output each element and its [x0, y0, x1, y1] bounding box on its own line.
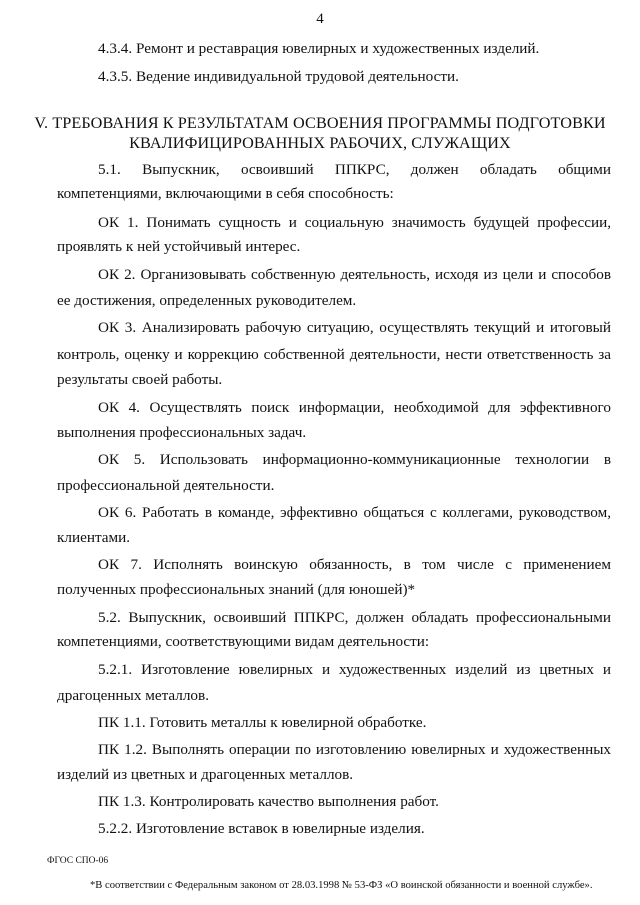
para-5-2-line1: 5.2. Выпускник, освоивший ППКРС, должен обладать профессиональными [98, 609, 611, 626]
para-5-1-line1: 5.1. Выпускник, освоивший ППКРС, должен обладать общими [98, 161, 611, 178]
pk1-1: ПК 1.1. Готовить металлы к ювелирной обработке. [98, 714, 427, 731]
ok4-line1: ОК 4. Осуществлять поиск информации, необходимой для эффективного [98, 399, 611, 416]
ok7-line2: полученных профессиональных знаний (для юношей)* [57, 581, 416, 598]
para-5-2-line2: компетенциями, соответствующими видам деятельности: [57, 633, 430, 650]
item-4-3-4: 4.3.4. Ремонт и реставрация ювелирных и художественных изделий. [98, 40, 540, 57]
ok3-line3: результаты своей работы. [57, 371, 223, 388]
document-code: ФГОС СПО-06 [47, 856, 109, 866]
ok4-line2: выполнения профессиональных задач. [57, 424, 307, 441]
ok6-line2: клиентами. [57, 529, 131, 546]
ok2-line2: ее достижения, определенных руководителем. [57, 292, 357, 309]
para-5-1-line2: компетенциями, включающими в себя способность: [57, 185, 394, 202]
pk1-2-line2: изделий из цветных и драгоценных металлов. [57, 766, 354, 783]
ok1-line1: ОК 1. Понимать сущность и социальную значимость будущей профессии, [98, 214, 611, 231]
ok3-line1: ОК 3. Анализировать рабочую ситуацию, осуществлять текущий и итоговый [98, 319, 611, 336]
pk1-2-line1: ПК 1.2. Выполнять операции по изготовлению ювелирных и художественных [98, 741, 611, 758]
para-5-2-2: 5.2.2. Изготовление вставок в ювелирные изделия. [98, 820, 425, 837]
ok5-line1: ОК 5. Использовать информационно-коммуникационные технологии в [98, 451, 611, 468]
section-heading-line2: КВАЛИФИЦИРОВАННЫХ РАБОЧИХ, СЛУЖАЩИХ [129, 134, 511, 152]
ok3-line2: контроль, оценку и коррекцию собственной деятельности, нести ответственность за [57, 346, 611, 363]
ok2-line1: ОК 2. Организовывать собственную деятельность, исходя из цели и способов [98, 266, 611, 283]
para-5-2-1-line1: 5.2.1. Изготовление ювелирных и художественных изделий из цветных и [98, 661, 611, 678]
pk1-3: ПК 1.3. Контролировать качество выполнения работ. [98, 793, 439, 810]
ok5-line2: профессиональной деятельности. [57, 477, 275, 494]
ok7-line1: ОК 7. Исполнять воинскую обязанность, в том числе с применением [98, 556, 611, 573]
item-4-3-5: 4.3.5. Ведение индивидуальной трудовой деятельности. [98, 68, 459, 85]
footnote: *В соответствии с Федеральным законом от 28.03.1998 № 53-ФЗ «О воинской обязанности и военной службе». [90, 880, 593, 891]
page-number: 4 [316, 11, 324, 27]
para-5-2-1-line2: драгоценных металлов. [57, 687, 209, 704]
ok1-line2: проявлять к ней устойчивый интерес. [57, 238, 301, 255]
section-heading-line1: V. ТРЕБОВАНИЯ К РЕЗУЛЬТАТАМ ОСВОЕНИЯ ПРОГРАММЫ ПОДГОТОВКИ [34, 114, 606, 132]
ok6-line1: ОК 6. Работать в команде, эффективно общаться с коллегами, руководством, [98, 504, 611, 521]
